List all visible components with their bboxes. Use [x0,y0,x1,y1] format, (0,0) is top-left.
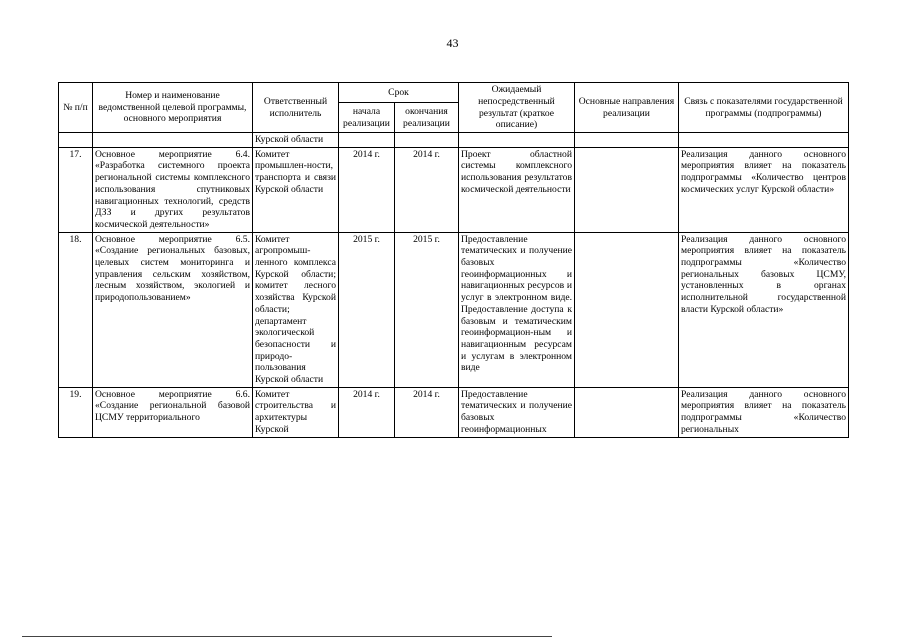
table-row-continuation [59,133,849,148]
start-year: 2014 г. [339,147,395,232]
header-start: начала реализации [339,103,395,133]
table-row [59,232,849,387]
start-year: 2014 г. [339,387,395,437]
row-number: 18. [59,232,93,387]
end-year: 2015 г. [395,232,459,387]
indicator-link: Реализация данного основного мероприятия влияет на показатель подпрограммы «Количество центров космических услуг Курской области» [679,147,849,232]
activity-name: Основное мероприятие 6.5. «Создание региональных базовых, целевых систем мониторинга и управления сельским хозяйством, лесным хозяйством, экологией и природопользованием» [93,232,253,387]
end-year: 2014 г. [395,147,459,232]
header-link: Связь с показателями государственной программы (подпрограммы) [679,83,849,133]
header-name: Номер и наименование ведомственной целевой программы, основного мероприятия [93,83,253,133]
executor-cell: Комитет агропромыш-ленного комплекса Курской области; комитет лесного хозяйства Курской области; департамент экологической безопасности и природо-пользования Курской области [253,232,339,387]
program-table [58,82,849,438]
main-directions [575,387,679,437]
header-term: Срок [339,83,459,103]
header-num: № п/п [59,83,93,133]
header-directions: Основные направления реализации [575,83,679,133]
main-directions [575,232,679,387]
executor-cell: Курской области [253,133,339,148]
expected-result: Проект областной системы комплексного использования результатов космической деятельности [459,147,575,232]
page-bottom-rule [22,636,552,637]
activity-name: Основное мероприятие 6.6. «Создание региональной базовой ЦСМУ территориального [93,387,253,437]
indicator-link: Реализация данного основного мероприятия влияет на показатель подпрограммы «Количество региональных базовых ЦСМУ, установленных в органах исполнительной государственной власти Курской области» [679,232,849,387]
start-year: 2015 г. [339,232,395,387]
page-number: 43 [446,36,459,50]
row-number: 19. [59,387,93,437]
table-row [59,387,849,437]
header-result: Ожидаемый непосредственный результат (краткое описание) [459,83,575,133]
end-year: 2014 г. [395,387,459,437]
expected-result: Предоставление тематических и получение базовых геоинформационных [459,387,575,437]
header-executor: Ответственный исполнитель [253,83,339,133]
indicator-link: Реализация данного основного мероприятия влияет на показатель подпрограммы «Количество региональных [679,387,849,437]
executor-cell: Комитет строительства и архитектуры Курской [253,387,339,437]
expected-result: Предоставление тематических и получение базовых геоинформационных и навигационных ресурсов и услуг в электронном виде. Предоставление доступа к базовым и тематическим геоинформацион-ным и навигационным ресурсам и услугам в электронном виде [459,232,575,387]
header-end: окончания реализации [395,103,459,133]
row-number: 17. [59,147,93,232]
executor-cell: Комитет промышлен-ности, транспорта и связи Курской области [253,147,339,232]
activity-name: Основное мероприятие 6.4. «Разработка системного проекта региональной системы комплексного использования спутниковых навигационных технологий, средств ДЗЗ и других результатов космической деятельности» [93,147,253,232]
main-directions [575,147,679,232]
table-row [59,147,849,232]
